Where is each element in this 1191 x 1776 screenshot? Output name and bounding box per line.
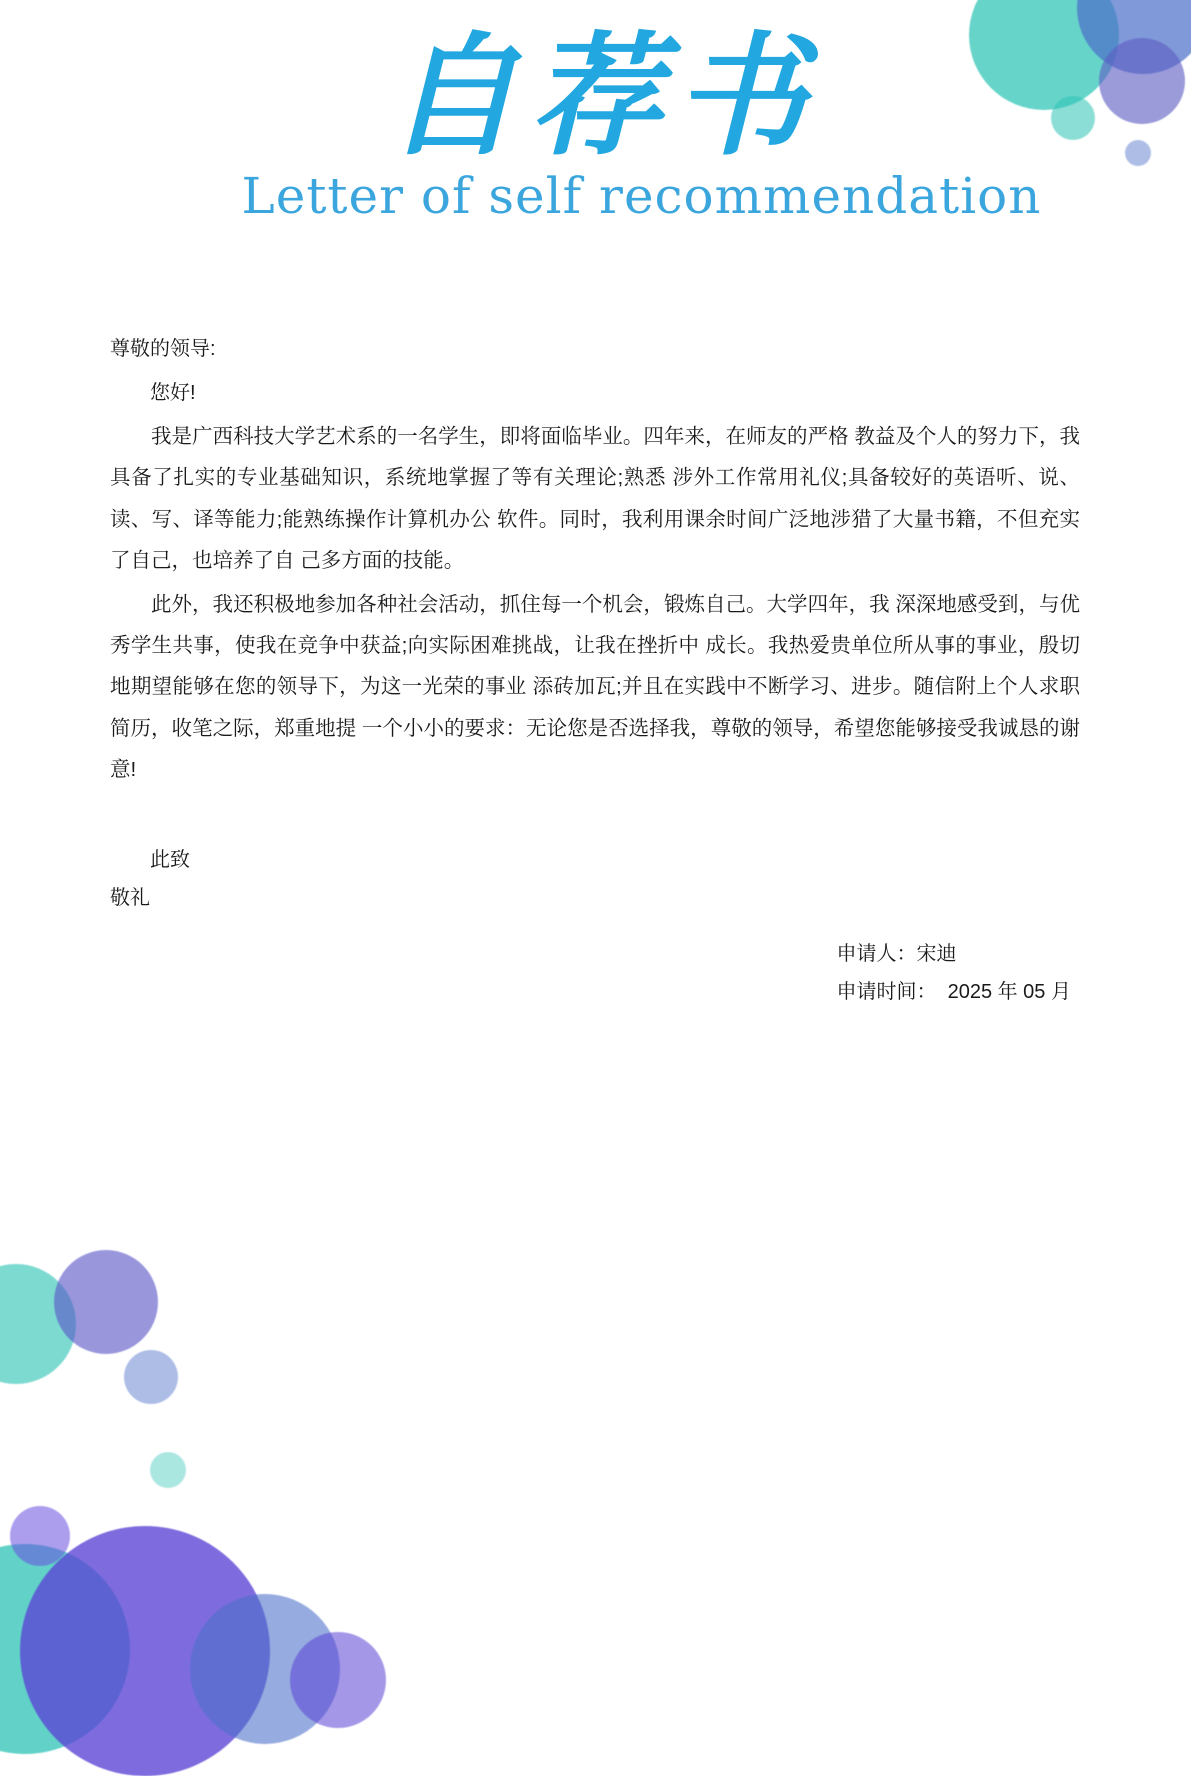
page-title-en: Letter of self recommendation	[241, 166, 1042, 225]
watercolor-blob-teal-small-top-right	[1051, 96, 1095, 140]
watercolor-blob-teal-bottom-left	[0, 1544, 130, 1754]
paragraph-2: 此外，我还积极地参加各种社会活动，抓住每一个机会，锻炼自己。大学四年，我 深深地感受到，与优秀学生共事，使我在竞争中获益;向实际困难挑战，让我在挫折中 成长。我热爱贵单位所从事的事业，殷切地期望能够在您的领导下，为这一光荣的事业 添砖加瓦;并且在实践中不断学习、进步。随信附上个人求职简历，收笔之际，郑重地提 一个小小的要求：无论您是否选择我，尊敬的领导，希望您能够接受我诚恳的谢意!	[110, 592, 1080, 782]
closing-line-2: 敬礼	[110, 886, 150, 909]
salutation: 尊敬的领导:	[110, 338, 216, 360]
signature-block	[836, 935, 1071, 1011]
greeting: 您好!	[150, 382, 196, 404]
applicant-name: 申请人：宋迪	[836, 943, 957, 965]
paragraph-1: 我是广西科技大学艺术系的一名学生，即将面临毕业。四年来，在师友的严格 教益及个人的努力下，我具备了扎实的专业基础知识，系统地掌握了等有关理论;熟悉 涉外工作常用礼仪;具备较好的英语听、说、读、写、译等能力;能熟练操作计算机办公 软件。同时，我利用课余时间广泛地涉猎了大量书籍，不但充实了自己，也培养了自 己多方面的技能。	[110, 425, 1080, 573]
watercolor-blob-blue-top-right	[1077, 0, 1191, 74]
watercolor-blob-purple-small-bottom-left	[10, 1506, 70, 1566]
watercolor-blob-teal-top-right	[969, 0, 1119, 110]
watercolor-blob-teal-mid-left	[0, 1264, 76, 1384]
watercolor-blob-purple-bottom-left	[20, 1526, 270, 1776]
page-title-cn: 自荐书	[385, 19, 818, 174]
watercolor-blob-teal-dot-left	[150, 1452, 186, 1488]
application-date: 申请时间： 2025 年 05 月	[836, 981, 1071, 1003]
watercolor-blob-purple-mid-left	[54, 1250, 158, 1354]
watercolor-blob-purple-bottom	[290, 1632, 386, 1728]
watercolor-blob-blue-bottom	[190, 1594, 340, 1744]
watercolor-blob-blue-mid-left	[124, 1350, 178, 1404]
watercolor-blob-purple-top-right	[1099, 38, 1185, 124]
watercolor-blob-blue-dot-top-right	[1125, 140, 1151, 166]
document-header	[0, 19, 1191, 225]
letter-body	[110, 330, 1080, 917]
closing-line-1: 此致	[150, 848, 190, 871]
closing-block	[110, 841, 1080, 917]
